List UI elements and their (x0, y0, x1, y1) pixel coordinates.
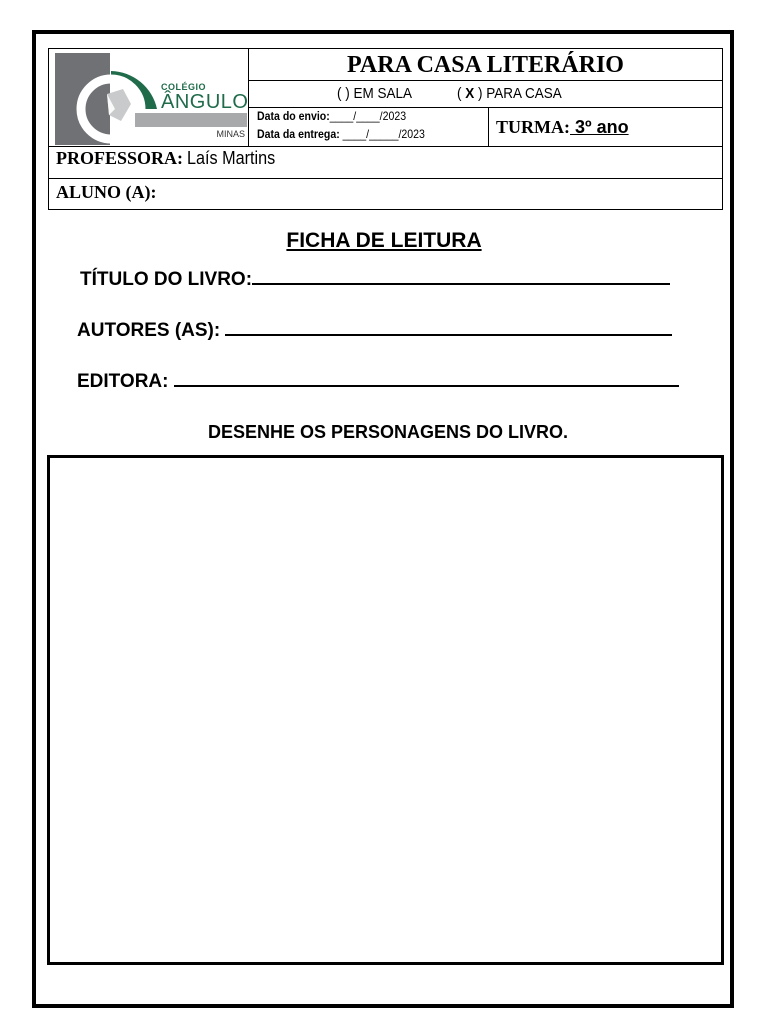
drawing-area[interactable] (47, 455, 724, 965)
data-entrega-label: Data da entrega: (257, 127, 340, 141)
school-logo (49, 49, 249, 147)
drawing-instruction: DESENHE OS PERSONAGENS DO LIVRO. (207, 422, 569, 442)
turma-cell (489, 108, 722, 147)
data-envio-label: Data do envio: (257, 109, 330, 123)
page-title: PARA CASA LITERÁRIO (249, 49, 722, 81)
mode-para-casa (457, 81, 562, 107)
logo-brand-text: ÂNGULO (161, 91, 249, 113)
mode-row (249, 81, 722, 108)
professora-label: PROFESSORA: (56, 148, 184, 168)
mode-para-casa-mark: X (465, 85, 475, 102)
dates-cell (249, 108, 489, 147)
titulo-field (80, 269, 670, 291)
data-entrega-value: ____/_____/2023 (339, 127, 425, 141)
turma-value: 3º ano (570, 117, 629, 137)
aluno-row (49, 179, 722, 211)
data-envio (257, 109, 406, 123)
autores-field (77, 320, 672, 342)
header-table (48, 48, 723, 210)
editora-field (77, 371, 679, 393)
data-entrega (257, 127, 425, 141)
data-envio-value: ____/____/2023 (329, 109, 407, 123)
titulo-label: TÍTULO DO LIVRO: (80, 269, 253, 290)
titulo-blank[interactable] (252, 283, 670, 285)
mode-em-sala: ( ) EM SALA (337, 85, 413, 102)
mode-para-casa-close: ) PARA CASA (474, 85, 562, 102)
autores-blank[interactable] (225, 334, 672, 336)
editora-label: EDITORA: (77, 371, 174, 392)
autores-label: AUTORES (AS): (77, 320, 226, 341)
professora-name: Laís Martins (187, 148, 276, 168)
logo-sub-text: MINAS (216, 129, 245, 139)
turma-label: TURMA: (496, 117, 570, 137)
aluno-label: ALUNO (A): (56, 182, 157, 202)
form-title: FICHA DE LEITURA (286, 229, 482, 252)
editora-blank[interactable] (174, 385, 679, 387)
logo-top-text: COLÉGIO (161, 82, 207, 92)
mode-para-casa-open: ( (457, 85, 466, 102)
professora-row (49, 147, 722, 179)
